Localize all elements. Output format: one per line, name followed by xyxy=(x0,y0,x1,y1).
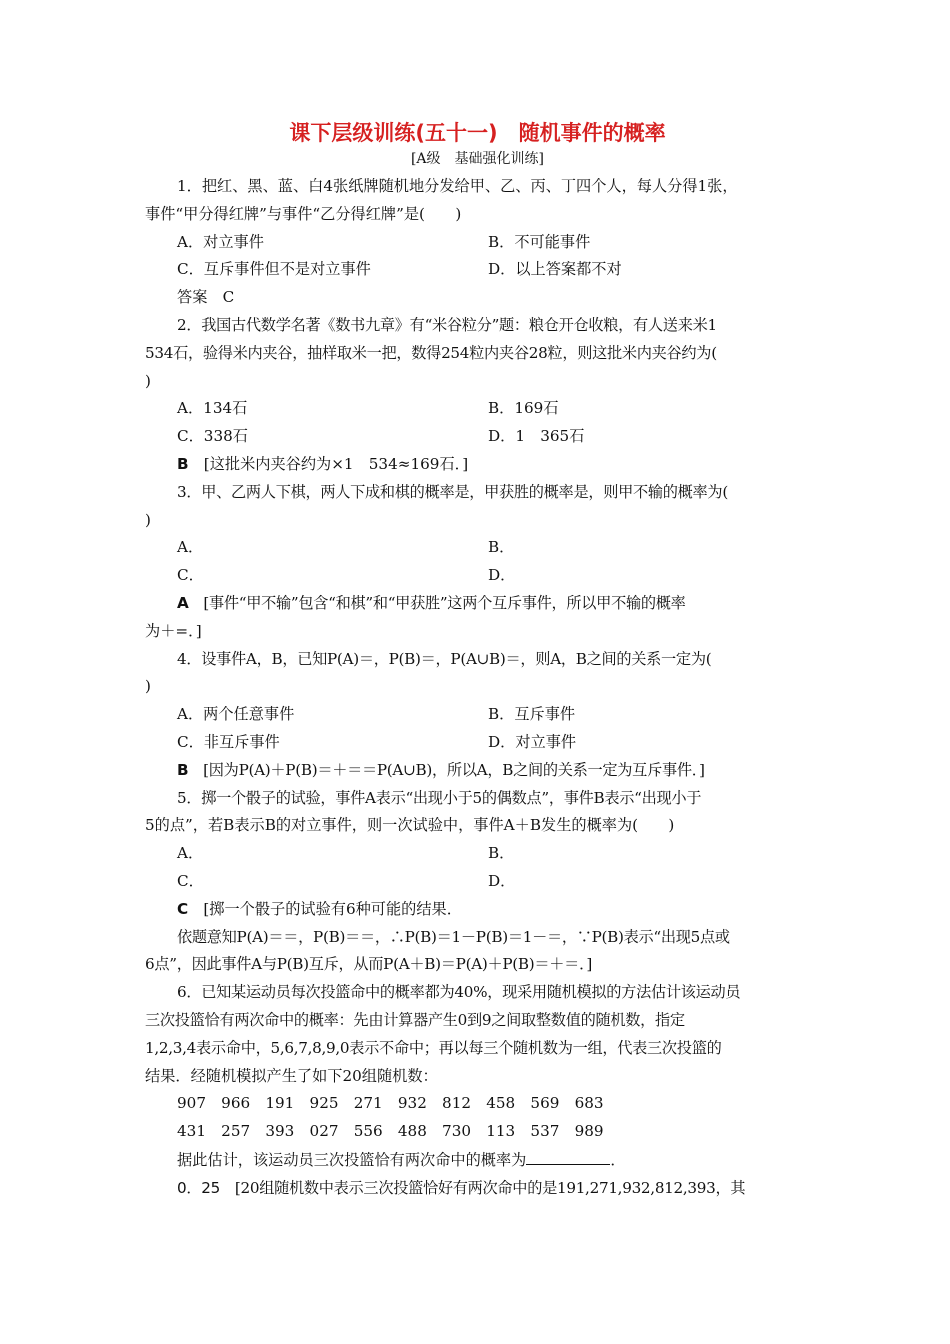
page-title: 课下层级训练(五十一) 随机事件的概率 xyxy=(289,121,666,145)
q2-answer-letter: B xyxy=(177,454,189,473)
q6-random-numbers-row-1: 907 966 191 925 271 932 812 458 569 683 xyxy=(177,1094,604,1113)
q1-stem-line-2: 事件“甲分得红牌”与事件“乙分得红牌”是( ) xyxy=(145,204,462,223)
question-2 xyxy=(145,312,810,479)
q5-options-row-1 xyxy=(145,840,810,868)
q6-stem-line-1: 6．已知某运动员每次投篮命中的概率都为40%，现采用随机模拟的方法估计该运动员 xyxy=(177,983,741,1002)
q5-answer-line-2: 依题意知P(A)＝＝，P(B)＝＝，∴P(B)＝1－P(B)＝1－＝，∵P(B)表示“出现5点或 xyxy=(177,927,730,946)
q4-option-d: D．对立事件 xyxy=(488,732,577,751)
q5-answer-letter: C xyxy=(177,899,189,918)
q6-stem-line-4: 结果．经随机模拟产生了如下20组随机数： xyxy=(145,1066,438,1085)
q5-answer-line-3: 6点”，因此事件A与P(B)互斥，从而P(A＋B)＝P(A)＋P(B)＝＋＝．] xyxy=(145,955,592,974)
q3-option-a: A． xyxy=(177,538,204,557)
q3-answer-line-2: 为＋=．] xyxy=(145,621,202,640)
q2-stem-line-1: 2．我国古代数学名著《数书九章》有“米谷粒分”题：粮仓开仓收粮，有人送来米1 xyxy=(177,315,717,334)
q2-option-c: C．338石 xyxy=(177,427,248,446)
q3-options-row-2 xyxy=(145,562,810,590)
q1-options-row-1 xyxy=(145,229,810,257)
document-page xyxy=(145,118,810,1202)
section-subtitle: [A级 基础强化训练] xyxy=(410,151,545,167)
q6-answer xyxy=(145,1175,810,1203)
q2-answer xyxy=(145,451,810,479)
question-4 xyxy=(145,646,810,785)
q6-answer-blank[interactable] xyxy=(526,1146,610,1165)
q5-stem-line-1: 5．掷一个骰子的试验，事件A表示“出现小于5的偶数点”，事件B表示“出现小于 xyxy=(177,788,702,807)
q2-answer-text: [这批米内夹谷约为×1 534≈169石．] xyxy=(188,454,469,473)
q3-options-row-1 xyxy=(145,534,810,562)
q5-answer xyxy=(145,896,810,924)
q1-option-c: C．互斥事件但不是对立事件 xyxy=(177,260,371,279)
q6-question-text: 据此估计，该运动员三次投篮恰有两次命中的概率为 xyxy=(177,1150,527,1169)
q5-option-b: B． xyxy=(488,844,515,863)
q4-stem-line-1: 4．设事件A，B，已知P(A)＝，P(B)＝，P(A∪B)＝，则A，B之间的关系一定为( xyxy=(177,649,712,668)
q5-options-row-2 xyxy=(145,868,810,896)
q3-option-c: C． xyxy=(177,566,204,585)
q5-option-a: A． xyxy=(177,844,204,863)
q4-stem-line-2: ) xyxy=(145,677,151,696)
q5-stem-line-2: 5的点”，若B表示B的对立事件，则一次试验中，事件A＋B发生的概率为( ) xyxy=(145,816,675,835)
q2-option-d: D．1 365石 xyxy=(488,427,585,446)
q4-answer xyxy=(145,757,810,785)
q6-stem-line-3: 1,2,3,4表示命中，5,6,7,8,9,0表示不命中；再以每三个随机数为一组，代表三次投篮的 xyxy=(145,1038,722,1057)
q1-stem-line-1: 1．把红、黑、蓝、白4张纸牌随机地分发给甲、乙、丙、丁四个人，每人分得1张， xyxy=(177,177,738,195)
q4-answer-text: [因为P(A)＋P(B)＝＋＝＝P(A∪B)，所以A，B之间的关系一定为互斥事件．] xyxy=(188,760,705,779)
q6-answer-value: 0．25 xyxy=(177,1178,220,1197)
q2-stem-line-2: 534石，验得米内夹谷，抽样取米一把，数得254粒内夹谷28粒，则这批米内夹谷约为( xyxy=(145,343,717,362)
q4-options-row-1 xyxy=(145,701,810,729)
q1-answer: 答案 C xyxy=(177,288,235,307)
q3-stem-line-2: ) xyxy=(145,510,151,529)
q4-options-row-2 xyxy=(145,729,810,757)
question-3 xyxy=(145,479,810,646)
q6-question-end: ． xyxy=(610,1150,626,1169)
q3-answer-text: [事件“甲不输”包含“和棋”和“甲获胜”这两个互斥事件，所以甲不输的概率 xyxy=(188,593,686,612)
q5-option-c: C． xyxy=(177,871,204,890)
q3-stem-line-1: 3．甲、乙两人下棋，两人下成和棋的概率是，甲获胜的概率是，则甲不输的概率为( xyxy=(177,482,728,501)
q6-answer-text: [20组随机数中表示三次投篮恰好有两次命中的是191,271,932,812,393，其 xyxy=(219,1178,746,1197)
q1-options-row-2 xyxy=(145,256,810,284)
q6-question-line xyxy=(145,1146,810,1175)
q1-option-a: A．对立事件 xyxy=(177,232,264,251)
question-6 xyxy=(145,979,810,1202)
q3-answer-letter: A xyxy=(177,593,189,612)
q3-answer xyxy=(145,590,810,618)
q5-option-d: D． xyxy=(488,871,516,890)
q2-options-row-2 xyxy=(145,423,810,451)
q4-answer-letter: B xyxy=(177,760,189,779)
q6-stem-line-2: 三次投篮恰有两次命中的概率：先由计算器产生0到9之间取整数值的随机数，指定 xyxy=(145,1010,685,1029)
q1-option-d: D．以上答案都不对 xyxy=(488,260,622,279)
q2-stem-line-3: ) xyxy=(145,371,151,390)
q5-answer-text: [掷一个骰子的试验有6种可能的结果． xyxy=(188,899,462,918)
q4-option-c: C．非互斥事件 xyxy=(177,732,280,751)
q1-option-b: B．不可能事件 xyxy=(488,232,591,251)
q3-option-b: B． xyxy=(488,538,515,557)
q4-option-a: A．两个任意事件 xyxy=(177,705,295,724)
q3-option-d: D． xyxy=(488,566,516,585)
q6-random-numbers-row-2: 431 257 393 027 556 488 730 113 537 989 xyxy=(177,1122,604,1141)
q2-option-a: A．134石 xyxy=(177,399,248,418)
q4-option-b: B．互斥事件 xyxy=(488,705,576,724)
q2-options-row-1 xyxy=(145,395,810,423)
q2-option-b: B．169石 xyxy=(488,399,559,418)
question-1 xyxy=(145,173,810,312)
question-5 xyxy=(145,785,810,980)
